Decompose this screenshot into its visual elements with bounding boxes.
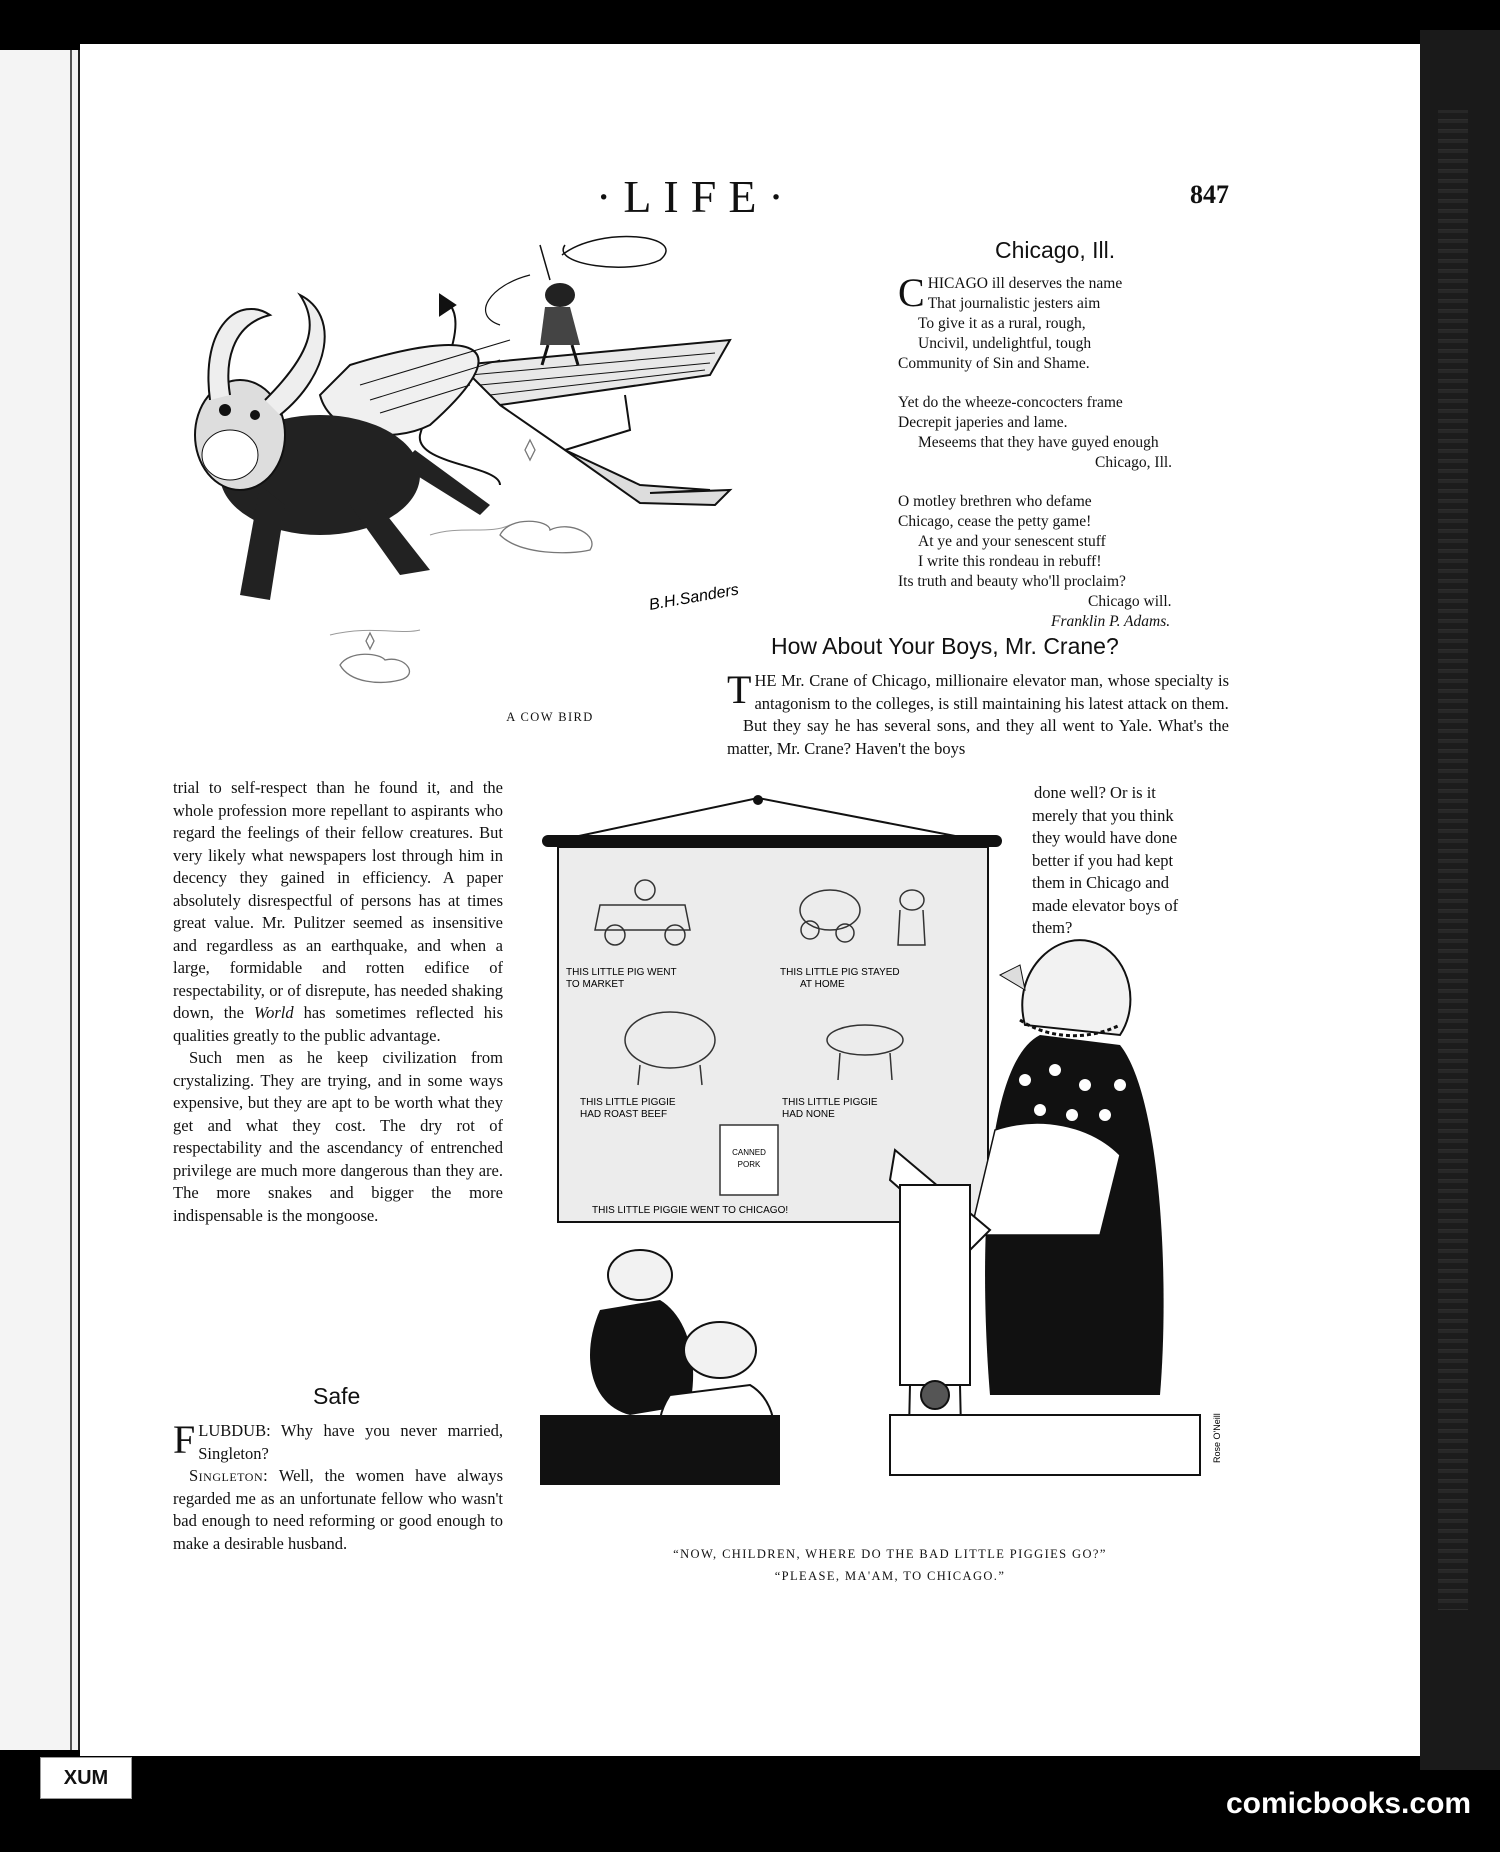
poem-line: Chicago, cease the petty game! bbox=[898, 513, 1092, 530]
poem-line: O motley brethren who defame bbox=[898, 493, 1092, 510]
safe-speaker: Singleton: bbox=[189, 1466, 269, 1485]
teacher-pig bbox=[970, 940, 1164, 1395]
poem-refrain: Chicago, Ill. bbox=[1095, 454, 1173, 471]
crane-article-body bbox=[727, 667, 1230, 760]
safe-line-2: Well, the women have always regarded me as an unfortunate fellow who wasn't bad enough to need reforming or good enough to make a desirable husband. bbox=[173, 1466, 503, 1553]
poem-line: Yet do the wheeze-concocters frame bbox=[898, 394, 1123, 411]
crane-article-title: How About Your Boys, Mr. Crane? bbox=[771, 633, 1119, 659]
chart-label-roast: HAD ROAST BEEF bbox=[580, 1109, 668, 1120]
chart-label-home: THIS LITTLE PIG STAYED bbox=[780, 967, 900, 978]
chart-label-market: TO MARKET bbox=[566, 979, 625, 990]
teacher-platform bbox=[890, 1415, 1200, 1475]
crane-narrow-line: made elevator boys of bbox=[1032, 895, 1179, 915]
cowboy-pilot bbox=[486, 236, 666, 365]
safe-dropcap: F bbox=[173, 1417, 196, 1462]
page-number: 847 bbox=[1190, 180, 1229, 209]
crane-narrow-line: they would have done bbox=[1032, 828, 1178, 847]
world-newspaper-name: World bbox=[253, 1003, 294, 1022]
editorial-text: has sometimes reflected his qualities greatly to the public advantage. bbox=[173, 1003, 504, 1045]
poem-line: Community of Sin and Shame. bbox=[898, 355, 1090, 372]
editorial-paragraph-2: Such men as he keep civilization from crystalizing. They are trying, and in some ways expensive, but they are apt to be worth what they get and what they cost. The dry rot of respectability and the ascendancy of entrenched privilege are much more dangerous than they are. The more snakes and bigger the more indispensable is the mongoose. bbox=[173, 1048, 503, 1225]
crane-dropcap: T bbox=[727, 667, 752, 712]
cow-artist-signature: B.H.Sanders bbox=[647, 581, 741, 614]
crane-narrow-line: done well? Or is it bbox=[1034, 783, 1156, 802]
poem-line: Meseems that they have guyed enough bbox=[918, 434, 1159, 451]
poem-dropcap: C bbox=[898, 270, 925, 315]
can-label: PORK bbox=[737, 1160, 761, 1169]
poem-stanza-2 bbox=[898, 393, 1230, 473]
poem-line: HICAGO ill deserves the name bbox=[927, 275, 1123, 292]
poem-stanza-1 bbox=[898, 270, 1230, 374]
poem-line: That journalistic jesters aim bbox=[927, 295, 1101, 312]
crane-narrow-line: them? bbox=[1032, 918, 1073, 937]
safe-paragraph-2 bbox=[173, 1465, 503, 1555]
can-label: CANNED bbox=[732, 1148, 766, 1157]
chart-label-chicago: THIS LITTLE PIGGIE WENT TO CHICAGO! bbox=[592, 1205, 789, 1216]
crane-narrow-line: them in Chicago and bbox=[1032, 873, 1170, 892]
safe-line-1: LUBDUB: Why have you never married, Singleton? bbox=[198, 1421, 503, 1463]
archive-badge: XUM bbox=[40, 1757, 132, 1799]
watermark: comicbooks.com bbox=[1226, 1787, 1472, 1820]
crane-narrow-line: merely that you think bbox=[1032, 805, 1174, 825]
editorial-paragraph-1 bbox=[173, 777, 503, 1047]
crane-narrow-line: better if you had kept bbox=[1032, 850, 1174, 870]
canned-pork-drawing bbox=[720, 1125, 778, 1195]
piggies-schoolroom-illustration bbox=[520, 795, 1280, 1535]
cow-bird-illustration bbox=[170, 235, 780, 705]
poem-line: At ye and your senescent stuff bbox=[918, 533, 1106, 550]
poem-body bbox=[898, 270, 1230, 632]
safe-paragraph-1 bbox=[173, 1417, 503, 1465]
editorial-left-column bbox=[173, 777, 503, 1227]
poem-stanza-3 bbox=[898, 492, 1230, 632]
pig-caption-line-1: “NOW, CHILDREN, WHERE DO THE BAD LITTLE PIGGIES GO?” bbox=[673, 1547, 1107, 1561]
safe-title: Safe bbox=[313, 1383, 361, 1409]
crane-first-rest: whose specialty is antagonism to the colleges, is still maintaining his latest attack on them. bbox=[754, 671, 1230, 713]
student-piglets bbox=[540, 1250, 780, 1485]
cow-caption: A COW BIRD bbox=[506, 710, 594, 724]
crane-paragraph-1 bbox=[727, 667, 1230, 715]
scanner-texture bbox=[1438, 110, 1468, 1610]
chart-label-home: AT HOME bbox=[800, 979, 845, 990]
binding-edge bbox=[0, 50, 81, 1750]
poem-line: To give it as a rural, rough, bbox=[918, 315, 1086, 332]
crane-first-line: HE Mr. Crane of Chicago, millionaire elevator man, bbox=[754, 671, 1104, 690]
poem-title: Chicago, Ill. bbox=[995, 237, 1116, 263]
chart-label-market: THIS LITTLE PIG WENT bbox=[566, 967, 677, 978]
poem-line: Decrepit japeries and lame. bbox=[898, 414, 1068, 431]
safe-body bbox=[173, 1417, 503, 1555]
poem-refrain: Chicago will. bbox=[1088, 593, 1172, 610]
running-head: ·LIFE· bbox=[596, 171, 796, 222]
editorial-text: trial to self-respect than he found it, and the whole profession more repellant to aspirants who regard the feelings of their fellow creatures. But very likely what newspapers lost through him in decency they gained in efficiency. A paper absolutely disrespectful of persons has at times great value. Mr. Pulitzer seemed as insensitive and regardless as an earthquake, and when a large, formidable and rotten edifice of respectability, or of disrepute, has needed shaking down, the bbox=[173, 778, 503, 1022]
poem-line: Its truth and beauty who'll proclaim? bbox=[898, 573, 1126, 590]
pig-caption-line-2: “PLEASE, MA'AM, TO CHICAGO.” bbox=[774, 1569, 1006, 1583]
chart-label-none: HAD NONE bbox=[782, 1109, 835, 1120]
poem-author: Franklin P. Adams. bbox=[1051, 613, 1171, 630]
chart-label-none: THIS LITTLE PIGGIE bbox=[782, 1097, 878, 1108]
poem-line: Uncivil, undelightful, tough bbox=[918, 335, 1092, 352]
crane-paragraph-2: But they say he has several sons, and they all went to Yale. What's the matter, Mr. Crane? Haven't the boys bbox=[727, 716, 1229, 758]
pig-artist-signature: Rose O'Neill bbox=[1212, 1413, 1222, 1463]
scanner-edge bbox=[1420, 30, 1500, 1770]
chart-label-roast: THIS LITTLE PIGGIE bbox=[580, 1097, 676, 1108]
poem-line: I write this rondeau in rebuff! bbox=[918, 553, 1102, 570]
